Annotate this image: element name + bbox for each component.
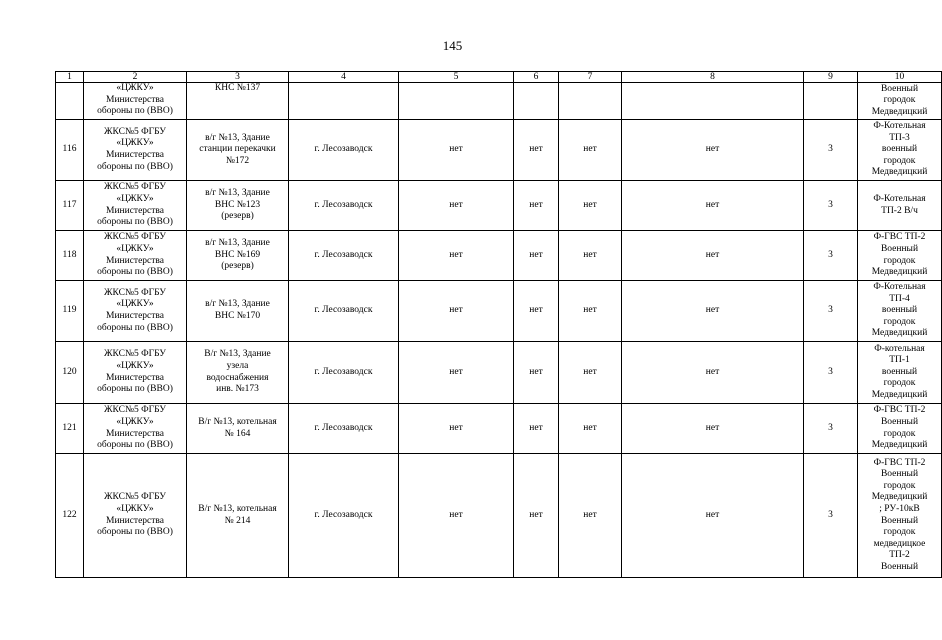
- cell-line: Ф-Котельная: [873, 121, 926, 132]
- cell-line: инв. №173: [216, 384, 259, 395]
- header-cell: 10: [858, 72, 942, 83]
- cell-line: городок: [883, 155, 916, 166]
- value-cell: нет: [399, 281, 514, 342]
- cell-line: водоснабжения: [206, 372, 269, 383]
- header-cell: 9: [804, 72, 858, 83]
- value-cell: нет: [514, 231, 559, 281]
- table-row: [56, 83, 942, 120]
- cell-line: ЖКС№5 ФГБУ: [104, 126, 166, 137]
- cell-line: №172: [225, 155, 250, 166]
- row-number: 116: [56, 120, 84, 181]
- cell-line: Министерства: [106, 255, 164, 266]
- value-cell: нет: [559, 231, 622, 281]
- value-cell: нет: [514, 454, 559, 578]
- cell-line: «ЦЖКУ»: [116, 503, 154, 514]
- value-cell: нет: [622, 342, 804, 404]
- cell-line: Министерства: [106, 205, 164, 216]
- cell-line: Министерства: [106, 372, 164, 383]
- cell-line: Ф-Котельная: [873, 193, 926, 204]
- cell-line: городок: [883, 480, 916, 491]
- cell-line: обороны по (ВВО): [97, 527, 173, 538]
- cell-line: Медведицкий: [871, 106, 928, 117]
- cell-line: обороны по (ВВО): [97, 267, 173, 278]
- cell-line: обороны по (ВВО): [97, 161, 173, 172]
- owner-cell: [84, 281, 187, 342]
- object-cell: [187, 342, 289, 404]
- header-cell: 6: [514, 72, 559, 83]
- city-cell: г. Лесозаводск: [289, 454, 399, 578]
- cell-line: обороны по (ВВО): [97, 217, 173, 228]
- value-cell: нет: [559, 404, 622, 454]
- value-cell: нет: [622, 454, 804, 578]
- value-cell: нет: [622, 181, 804, 231]
- cell-line: Военный: [880, 83, 919, 94]
- owner-cell: [84, 342, 187, 404]
- value-cell: нет: [399, 454, 514, 578]
- cell-line: городок: [883, 378, 916, 389]
- city-cell: г. Лесозаводск: [289, 281, 399, 342]
- value-cell: нет: [622, 120, 804, 181]
- cell-line: Министерства: [106, 94, 164, 105]
- value-cell: [559, 83, 622, 120]
- row-number: 122: [56, 454, 84, 578]
- cell-line: обороны по (ВВО): [97, 106, 173, 117]
- cell-line: в/г №13, Здание: [205, 132, 270, 143]
- value-cell: нет: [399, 231, 514, 281]
- value-cell: [399, 83, 514, 120]
- city-cell: г. Лесозаводск: [289, 404, 399, 454]
- cell-line: Министерства: [106, 311, 164, 321]
- object-cell: [187, 404, 289, 454]
- value-cell: [622, 83, 804, 120]
- row-number: 119: [56, 281, 84, 342]
- header-cell: 1: [56, 72, 84, 83]
- data-table: [55, 71, 942, 578]
- value-cell: нет: [399, 342, 514, 404]
- cell-line: узела: [226, 360, 249, 371]
- row-number: 118: [56, 231, 84, 281]
- object-cell: [187, 83, 289, 120]
- city-cell: г. Лесозаводск: [289, 120, 399, 181]
- value-cell: нет: [514, 120, 559, 181]
- object-cell: [187, 231, 289, 281]
- row-number: [56, 83, 84, 120]
- owner-cell: [84, 181, 187, 231]
- cell-line: городок: [883, 255, 916, 266]
- cell-line: ВНС №169: [214, 249, 261, 260]
- row-number: 117: [56, 181, 84, 231]
- feeder-cell: [858, 342, 942, 404]
- cell-line: ЖКС№5 ФГБУ: [104, 182, 166, 193]
- cell-line: «ЦЖКУ»: [116, 360, 154, 371]
- value-cell: нет: [399, 120, 514, 181]
- city-cell: г. Лесозаводск: [289, 231, 399, 281]
- header-cell: 7: [559, 72, 622, 83]
- feeder-cell: [858, 404, 942, 454]
- cell-line: «ЦЖКУ»: [116, 83, 154, 93]
- cell-line: ТП-2: [889, 550, 910, 561]
- value-cell: 3: [804, 454, 858, 578]
- cell-line: ЖКС№5 ФГБУ: [104, 287, 166, 298]
- cell-line: ЖКС№5 ФГБУ: [104, 232, 166, 243]
- cell-line: ТП-2 В/ч: [881, 205, 918, 216]
- cell-line: в/г №13, Здание: [205, 188, 270, 199]
- row-number: 120: [56, 342, 84, 404]
- value-cell: нет: [514, 404, 559, 454]
- cell-line: ЖКС№5 ФГБУ: [104, 349, 166, 360]
- city-cell: г. Лесозаводск: [289, 181, 399, 231]
- value-cell: нет: [622, 281, 804, 342]
- cell-line: ТП-1: [889, 355, 910, 366]
- value-cell: нет: [622, 231, 804, 281]
- value-cell: 3: [804, 342, 858, 404]
- value-cell: нет: [514, 342, 559, 404]
- feeder-cell: [858, 120, 942, 181]
- cell-line: Военный: [880, 469, 919, 480]
- cell-line: Министерства: [106, 150, 164, 160]
- cell-line: Ф-ГВС ТП-2: [873, 457, 926, 468]
- object-cell: [187, 181, 289, 231]
- cell-line: городок: [883, 428, 916, 439]
- cell-line: ЖКС№5 ФГБУ: [104, 405, 166, 416]
- header-cell: 2: [84, 72, 187, 83]
- cell-line: В/г №13, котельная: [198, 416, 277, 427]
- value-cell: нет: [559, 281, 622, 342]
- value-cell: нет: [399, 404, 514, 454]
- cell-line: «ЦЖКУ»: [116, 299, 154, 310]
- cell-line: военный: [881, 366, 918, 377]
- cell-line: Военный: [880, 515, 919, 526]
- owner-cell: [84, 231, 187, 281]
- cell-line: Ф-Котельная: [873, 282, 926, 293]
- city-cell: г. Лесозаводск: [289, 342, 399, 404]
- cell-line: Медведицкий: [871, 440, 928, 451]
- table-row: [56, 231, 942, 281]
- cell-line: Ф-котельная: [874, 343, 925, 354]
- cell-line: военный: [881, 144, 918, 155]
- value-cell: нет: [559, 181, 622, 231]
- row-number: 121: [56, 404, 84, 454]
- cell-line: ТП-3: [889, 132, 910, 143]
- cell-line: ; РУ-10кВ: [879, 503, 920, 514]
- cell-line: военный: [881, 305, 918, 316]
- object-cell: [187, 120, 289, 181]
- value-cell: нет: [559, 120, 622, 181]
- header-row: [56, 72, 942, 83]
- table-row: [56, 454, 942, 578]
- feeder-cell: [858, 281, 942, 342]
- object-cell: [187, 454, 289, 578]
- value-cell: нет: [559, 342, 622, 404]
- cell-line: «ЦЖКУ»: [116, 193, 154, 204]
- feeder-cell: [858, 83, 942, 120]
- cell-line: Военный: [880, 561, 919, 572]
- cell-line: В/г №13, котельная: [198, 503, 277, 514]
- table-row: [56, 181, 942, 231]
- cell-line: Ф-ГВС ТП-2: [873, 405, 926, 416]
- cell-line: Министерства: [106, 515, 164, 526]
- value-cell: нет: [514, 181, 559, 231]
- cell-line: «ЦЖКУ»: [116, 138, 154, 149]
- value-cell: 3: [804, 120, 858, 181]
- table-row: [56, 342, 942, 404]
- cell-line: в/г №13, Здание: [205, 299, 270, 310]
- table-row: [56, 120, 942, 181]
- cell-line: (резерв): [221, 211, 254, 222]
- cell-line: Медведицкий: [871, 167, 928, 178]
- cell-line: ВНС №170: [214, 311, 261, 321]
- cell-line: ТП-4: [889, 293, 910, 304]
- header-cell: 8: [622, 72, 804, 83]
- feeder-cell: [858, 231, 942, 281]
- object-cell: [187, 281, 289, 342]
- page-number: 145: [442, 38, 463, 53]
- cell-line: обороны по (ВВО): [97, 384, 173, 395]
- value-cell: нет: [559, 454, 622, 578]
- value-cell: 3: [804, 181, 858, 231]
- value-cell: [514, 83, 559, 120]
- cell-line: Медведицкий: [871, 267, 928, 278]
- cell-line: Военный: [880, 243, 919, 254]
- cell-line: «ЦЖКУ»: [116, 416, 154, 427]
- cell-line: (резерв): [221, 261, 254, 272]
- cell-line: В/г №13, Здание: [204, 349, 271, 360]
- value-cell: [804, 83, 858, 120]
- city-cell: [289, 83, 399, 120]
- value-cell: нет: [514, 281, 559, 342]
- cell-line: ВНС №123: [214, 199, 261, 210]
- value-cell: 3: [804, 231, 858, 281]
- cell-line: Медведицкий: [871, 328, 928, 339]
- value-cell: нет: [399, 181, 514, 231]
- feeder-cell: [858, 454, 942, 578]
- owner-cell: [84, 404, 187, 454]
- value-cell: нет: [622, 404, 804, 454]
- cell-line: № 164: [224, 428, 251, 439]
- owner-cell: [84, 454, 187, 578]
- cell-line: Ф-ГВС ТП-2: [873, 232, 926, 243]
- header-cell: 3: [187, 72, 289, 83]
- cell-line: Военный: [880, 416, 919, 427]
- cell-line: Медведицкий: [871, 492, 928, 503]
- cell-line: обороны по (ВВО): [97, 322, 173, 333]
- value-cell: 3: [804, 281, 858, 342]
- cell-line: городок: [883, 527, 916, 538]
- cell-line: Министерства: [106, 428, 164, 439]
- header-cell: 4: [289, 72, 399, 83]
- cell-line: городок: [883, 316, 916, 327]
- cell-line: станции перекачки: [199, 144, 276, 155]
- cell-line: Медведицкий: [871, 389, 928, 400]
- cell-line: № 214: [224, 515, 251, 526]
- cell-line: КНС №137: [214, 83, 261, 93]
- owner-cell: [84, 120, 187, 181]
- table-row: [56, 404, 942, 454]
- cell-line: в/г №13, Здание: [205, 238, 270, 249]
- cell-line: обороны по (ВВО): [97, 440, 173, 451]
- cell-line: ЖКС№5 ФГБУ: [104, 492, 166, 503]
- owner-cell: [84, 83, 187, 120]
- header-cell: 5: [399, 72, 514, 83]
- table-row: [56, 281, 942, 342]
- cell-line: «ЦЖКУ»: [116, 243, 154, 254]
- value-cell: 3: [804, 404, 858, 454]
- feeder-cell: [858, 181, 942, 231]
- cell-line: городок: [883, 95, 916, 106]
- cell-line: медведицкое: [873, 538, 926, 549]
